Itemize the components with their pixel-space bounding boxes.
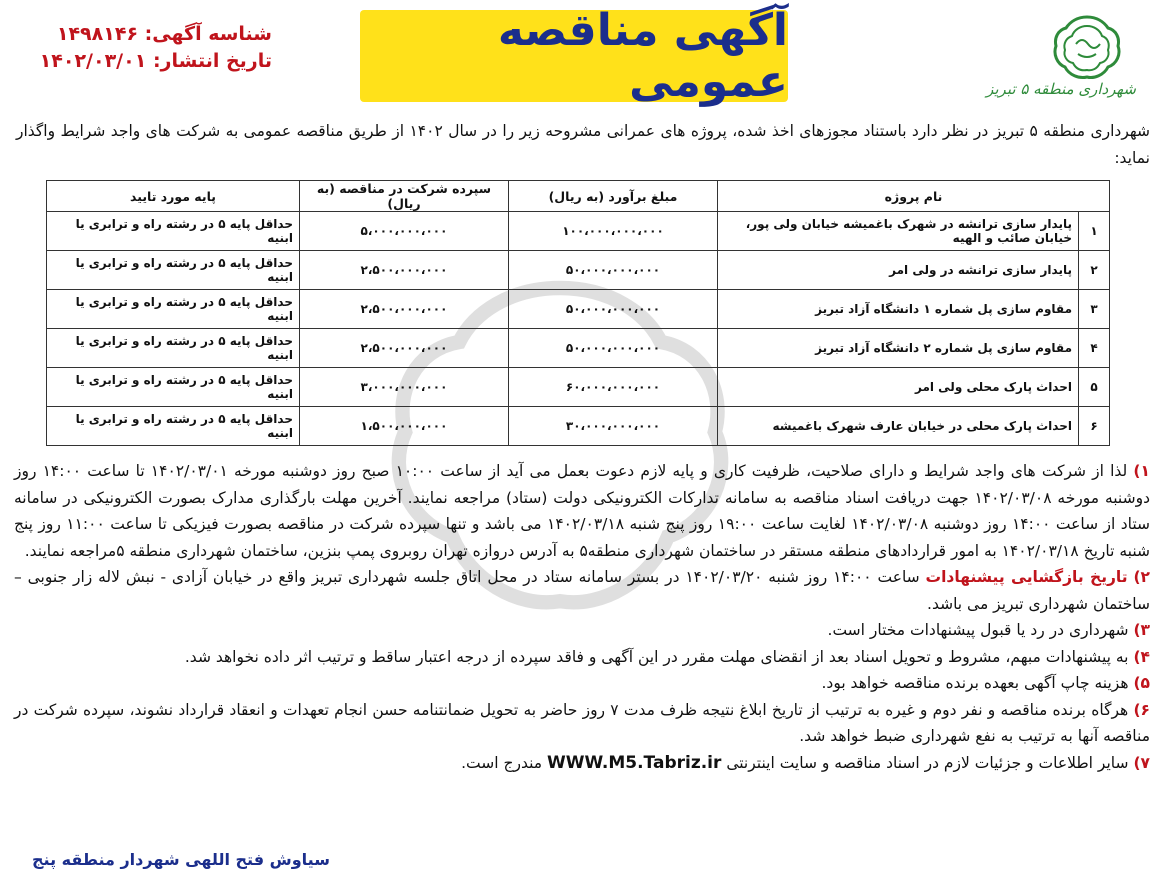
logo-caption: شهرداری منطقه ۵ تبریز: [986, 80, 1136, 98]
condition-number: ۲): [1133, 568, 1151, 586]
col-deposit: سپرده شرکت در مناقصه (به ریال): [300, 181, 509, 212]
ad-id-value: ۱۴۹۸۱۴۶: [56, 23, 139, 45]
condition-item: [14, 564, 1150, 617]
row-number: ۱: [1079, 212, 1110, 251]
deposit-amount: ۳،۰۰۰،۰۰۰،۰۰۰: [300, 368, 509, 407]
projects-table: [46, 180, 1110, 446]
project-name: پایدار سازی ترانشه در ولی امر: [718, 251, 1079, 290]
condition-item: [14, 458, 1150, 564]
estimate-amount: ۳۰،۰۰۰،۰۰۰،۰۰۰: [509, 407, 718, 446]
condition-number: ۷): [1133, 753, 1150, 772]
row-number: ۳: [1079, 290, 1110, 329]
opening-date-label: تاریخ بازگشایی پیشنهادات: [925, 568, 1128, 586]
required-grade: حداقل پایه ۵ در رشته راه و ترابری یا ابنیه: [47, 251, 300, 290]
project-name: مقاوم سازی پل شماره ۱ دانشگاه آزاد تبریز: [718, 290, 1079, 329]
deposit-amount: ۲،۵۰۰،۰۰۰،۰۰۰: [300, 251, 509, 290]
row-number: ۴: [1079, 329, 1110, 368]
condition-text: لذا از شرکت های واجد شرایط و دارای صلاحیت، ظرفیت کاری و پایه لازم دعوت بعمل می آید از ساعت ۱۰:۰۰ صبح روز دوشنبه مورخه ۱۴۰۲/۰۳/۰۱ تا ساعت ۱۴:۰۰ روز دوشنبه مورخه ۱۴۰۲/۰۳/۰۸ جهت دریافت اسناد مناقصه به سامانه تدارکات الکترونیکی دولت (ستاد) مراجعه نمایند. آخرین مهلت بارگذاری مدارک بصورت الکترونیکی در سامانه ستاد از ساعت ۱۴:۰۰ روز دوشنبه ۱۴۰۲/۰۳/۰۸ لغایت ساعت ۱۹:۰۰ روز پنج شنبه ۱۴۰۲/۰۳/۱۸ می باشد و تنها سپرده شرکت در مناقصه بصورت فیزیکی تا ساعت ۱۱:۰۰ روز پنج شنبه تاریخ ۱۴۰۲/۰۳/۱۸ به امور قراردادهای منطقه مستقر در ساختمان شهرداری منطقه۵ به آدرس دروازه تهران روبروی پمپ بنزین، ساختمان شهرداری منطقه ۵مراجعه نمایند.: [14, 462, 1151, 560]
table-row: [47, 251, 1110, 290]
condition-text: به پیشنهادات مبهم، مشروط و تحویل اسناد بعد از انقضای مهلت مقرر در این آگهی و فاقد سپرده از درجه اعتبار ساقط و ترتیب اثر داده نخواهد شد.: [184, 647, 1129, 666]
row-number: ۲: [1079, 251, 1110, 290]
project-name: احداث پارک محلی ولی امر: [718, 368, 1079, 407]
table-header-row: [47, 181, 1110, 212]
condition-text: هزینه چاپ آگهی بعهده برنده مناقصه خواهد بود.: [821, 674, 1129, 692]
publish-date-value: ۱۴۰۲/۰۳/۰۱: [39, 50, 147, 72]
municipality-logo: [986, 14, 1144, 106]
table-row: [47, 329, 1110, 368]
estimate-amount: ۵۰،۰۰۰،۰۰۰،۰۰۰: [509, 329, 718, 368]
condition-item: [14, 697, 1150, 750]
condition-text: شهرداری در رد یا قبول پیشنهادات مختار است.: [827, 621, 1129, 639]
estimate-amount: ۱۰۰،۰۰۰،۰۰۰،۰۰۰: [509, 212, 718, 251]
municipality-emblem-icon: [1052, 14, 1122, 80]
mayor-signature: سیاوش فتح اللهی شهردار منطقه پنج: [32, 850, 330, 869]
table-row: [47, 368, 1110, 407]
required-grade: حداقل پایه ۵ در رشته راه و ترابری یا ابنیه: [47, 290, 300, 329]
estimate-amount: ۵۰،۰۰۰،۰۰۰،۰۰۰: [509, 251, 718, 290]
col-project-name: نام پروژه: [718, 181, 1110, 212]
condition-text: سایر اطلاعات و جزئیات لازم در اسناد مناقصه و سایت اینترنتی: [726, 753, 1129, 772]
ad-id-label: شناسه آگهی:: [144, 23, 272, 45]
required-grade: حداقل پایه ۵ در رشته راه و ترابری یا ابنیه: [47, 212, 300, 251]
notice-title-banner: [360, 5, 788, 107]
condition-number: ۴): [1133, 647, 1150, 666]
table-row: [47, 212, 1110, 251]
col-grade: پایه مورد تایید: [47, 181, 300, 212]
col-estimate: مبلغ برآورد (به ریال): [509, 181, 718, 212]
table-row: [47, 407, 1110, 446]
deposit-amount: ۱،۵۰۰،۰۰۰،۰۰۰: [300, 407, 509, 446]
conditions-list: [14, 458, 1150, 776]
table-row: [47, 290, 1110, 329]
condition-text: ساعت ۱۴:۰۰ روز شنبه ۱۴۰۲/۰۳/۲۰ در بستر سامانه ستاد در محل اتاق جلسه شهرداری تبریز واقع در خیابان آزادی - نبش لاله زار جنوبی – ساختمان شهرداری تبریز می باشد.: [14, 568, 1150, 613]
required-grade: حداقل پایه ۵ در رشته راه و ترابری یا ابنیه: [47, 407, 300, 446]
condition-item: [14, 670, 1150, 697]
condition-item: [14, 644, 1150, 671]
condition-text: مندرج است.: [461, 753, 543, 772]
project-name: پایدار سازی ترانشه در شهرک باغمیشه خیابان ولی پور، خیابان صائب و الهیه: [718, 212, 1079, 251]
required-grade: حداقل پایه ۵ در رشته راه و ترابری یا ابنیه: [47, 329, 300, 368]
condition-item: [14, 617, 1150, 644]
ad-id-line: [22, 20, 272, 48]
condition-number: ۵): [1133, 674, 1150, 692]
website-link[interactable]: WWW.M5.Tabriz.ir: [547, 752, 722, 773]
deposit-amount: ۵،۰۰۰،۰۰۰،۰۰۰: [300, 212, 509, 251]
estimate-amount: ۵۰،۰۰۰،۰۰۰،۰۰۰: [509, 290, 718, 329]
estimate-amount: ۶۰،۰۰۰،۰۰۰،۰۰۰: [509, 368, 718, 407]
deposit-amount: ۲،۵۰۰،۰۰۰،۰۰۰: [300, 290, 509, 329]
required-grade: حداقل پایه ۵ در رشته راه و ترابری یا ابنیه: [47, 368, 300, 407]
notice-title: آگهی مناقصه عمومی: [497, 5, 788, 107]
intro-paragraph: شهرداری منطقه ۵ تبریز در نظر دارد باستناد مجوزهای اخذ شده، پروژه های عمرانی مشروحه زیر را در سال ۱۴۰۲ از طریق مناقصه عمومی به شرکت های واجد شرایط واگذار نماید:: [16, 122, 1150, 167]
project-name: مقاوم سازی پل شماره ۲ دانشگاه آزاد تبریز: [718, 329, 1079, 368]
condition-number: ۳): [1133, 621, 1150, 639]
condition-text: هرگاه برنده مناقصه و نفر دوم و غیره به ترتیب از تاریخ ابلاغ نتیجه ظرف مدت ۷ روز حاضر به تحویل ضمانتنامه حسن انجام تعهدات و انعقاد قرارداد نشوند، سپرده شرکت در مناقصه آنها به ترتیب به نفع شهرداری ضبط خواهد شد.: [14, 700, 1150, 745]
publish-date-line: [22, 50, 272, 72]
publish-date-label: تاریخ انتشار:: [152, 50, 272, 72]
row-number: ۵: [1079, 368, 1110, 407]
deposit-amount: ۲،۵۰۰،۰۰۰،۰۰۰: [300, 329, 509, 368]
row-number: ۶: [1079, 407, 1110, 446]
condition-item: [14, 750, 1150, 777]
project-name: احداث پارک محلی در خیابان عارف شهرک باغمیشه: [718, 407, 1079, 446]
condition-number: ۶): [1133, 700, 1150, 719]
condition-number: ۱): [1133, 462, 1150, 480]
